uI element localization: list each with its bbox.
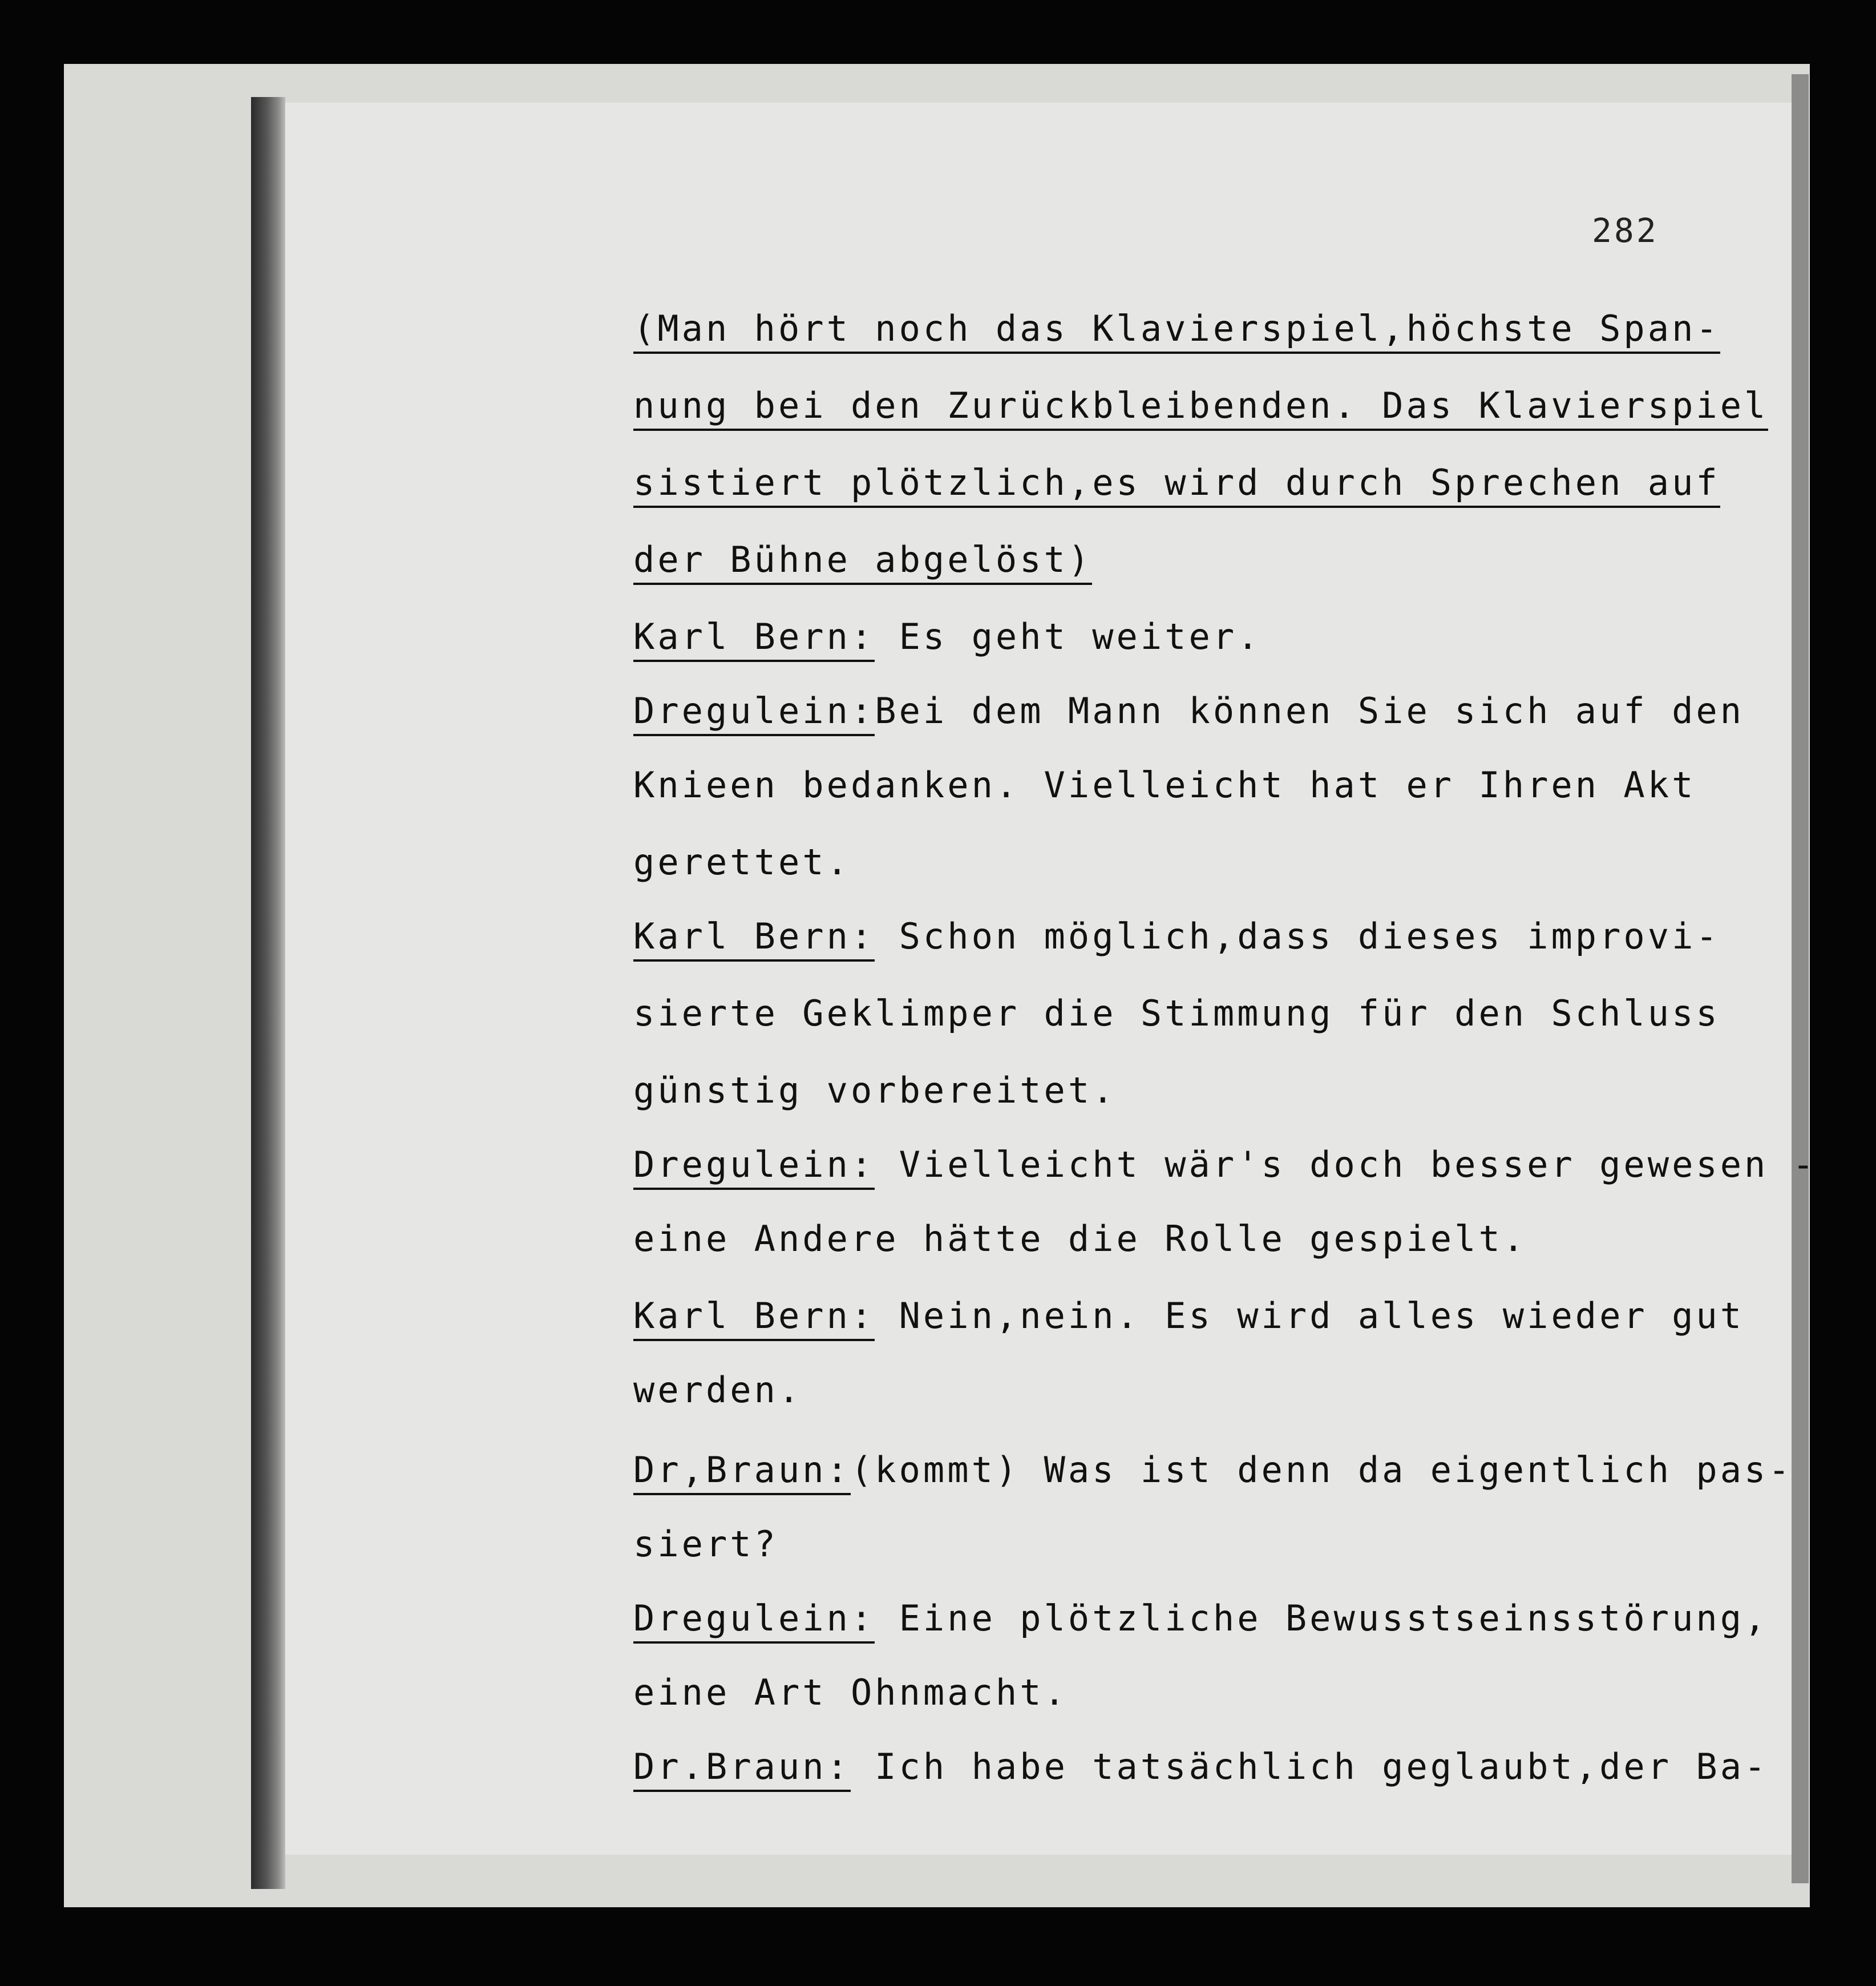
speaker-name: Dregulein:: [633, 690, 875, 736]
text-line: sierte Geklimper die Stimmung für den Schluss: [633, 992, 1720, 1034]
text-line: [633, 1295, 1745, 1337]
text-line: [633, 1144, 1817, 1185]
text-line: [633, 308, 1720, 349]
speaker-name: Karl Bern:: [633, 1295, 875, 1341]
text-line: [633, 1746, 1769, 1787]
text-line: [633, 1449, 1793, 1491]
dialogue: Bei dem Mann können Sie sich auf den: [875, 690, 1745, 732]
stage-direction: sistiert plötzlich,es wird durch Sprechen auf: [633, 462, 1720, 508]
page-stack-edge: [1792, 74, 1809, 1883]
text-line: [633, 690, 1745, 732]
text-line: [633, 539, 1093, 580]
text-line: [633, 1597, 1769, 1639]
dialogue: Eine plötzliche Bewusstseinsstörung,: [875, 1597, 1769, 1639]
text-line: eine Andere hätte die Rolle gespielt.: [633, 1218, 1527, 1260]
typed-page: [285, 103, 1792, 1855]
text-line: Knieen bedanken. Vielleicht hat er Ihren Akt: [633, 764, 1696, 806]
stage-direction: (Man hört noch das Klavierspiel,höchste Span-: [633, 308, 1720, 354]
speaker-name: Karl Bern:: [633, 915, 875, 962]
dialogue: Ich habe tatsächlich geglaubt,der Ba-: [850, 1746, 1769, 1787]
dialogue: Nein,nein. Es wird alles wieder gut: [875, 1295, 1745, 1337]
text-line: gerettet.: [633, 841, 851, 883]
dialogue: Schon möglich,dass dieses improvi-: [875, 915, 1720, 957]
speaker-name: Dregulein:: [633, 1144, 875, 1190]
binding-shadow: [251, 97, 285, 1889]
stage-direction: nung bei den Zurückbleibenden. Das Klavierspiel: [633, 385, 1768, 431]
speaker-name: Karl Bern:: [633, 616, 875, 662]
text-line: [633, 915, 1720, 957]
page-number: 282: [1592, 211, 1659, 250]
speaker-name: Dr.Braun:: [633, 1746, 851, 1792]
dialogue: Vielleicht wär's doch besser gewesen -: [875, 1144, 1817, 1185]
text-line: eine Art Ohnmacht.: [633, 1672, 1068, 1713]
text-line: siert?: [633, 1523, 778, 1565]
dialogue: Es geht weiter.: [875, 616, 1262, 657]
speaker-name: Dregulein:: [633, 1597, 875, 1644]
text-line: günstig vorbereitet.: [633, 1069, 1117, 1111]
text-line: werden.: [633, 1369, 803, 1411]
text-line: [633, 462, 1720, 503]
text-line: [633, 385, 1769, 426]
dialogue: (kommt) Was ist denn da eigentlich pas-: [850, 1449, 1793, 1491]
stage-direction: der Bühne abgelöst): [633, 539, 1092, 585]
text-line: [633, 616, 1262, 657]
speaker-name: Dr,Braun:: [633, 1449, 851, 1495]
